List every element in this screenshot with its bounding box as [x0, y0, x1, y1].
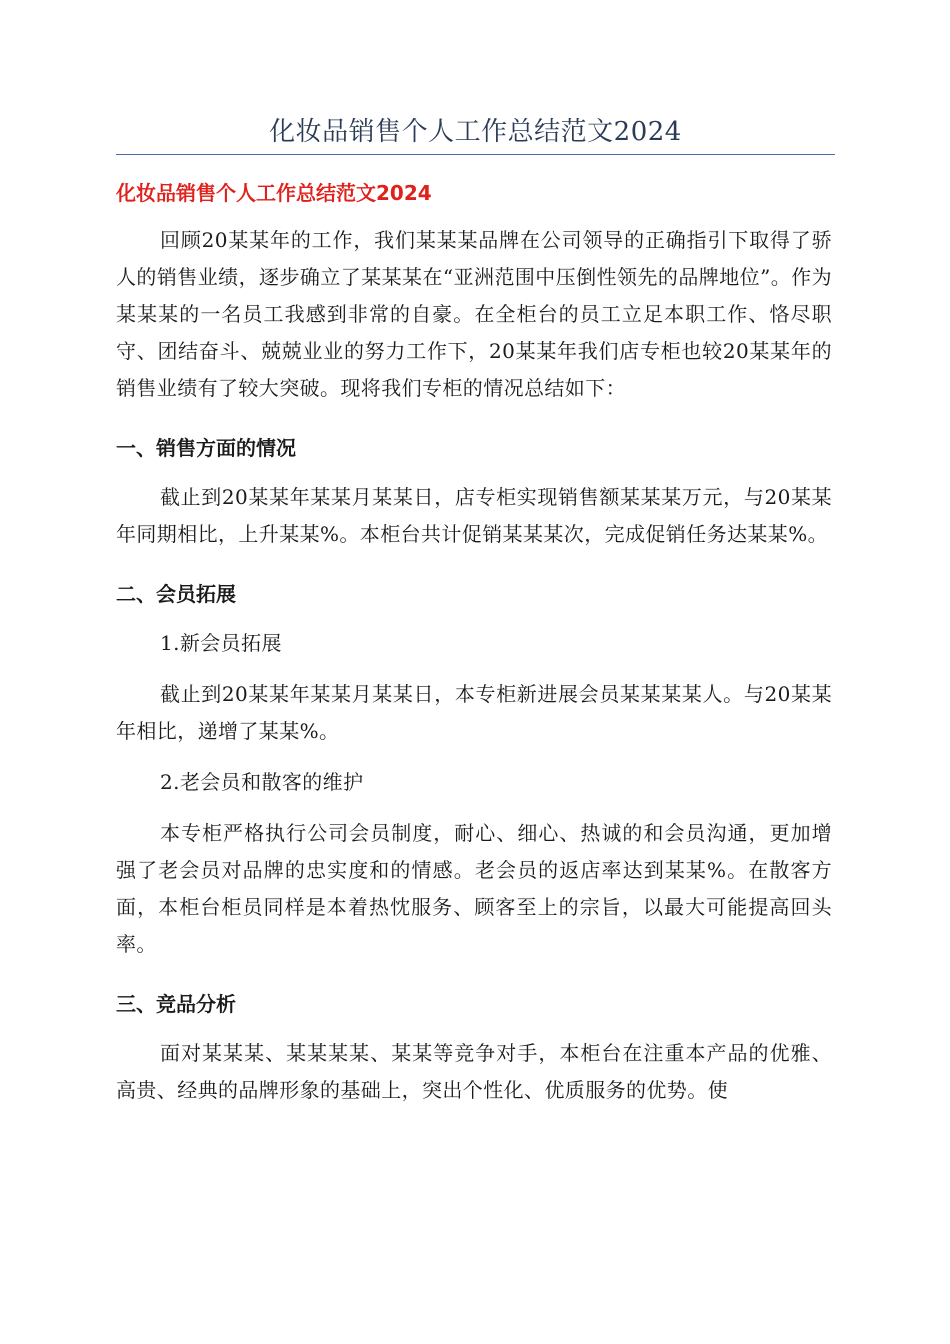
sales-paragraph: 截止到20某某年某某月某某日，店专柜实现销售额某某某万元，与20某某年同期相比，上升某某%。本柜台共计促销某某某次，完成促销任务达某某%。: [116, 485, 832, 546]
new-members-paragraph: 截止到20某某年某某月某某日，本专柜新进展会员某某某某人。与20某某年相比，递增了某某%。: [116, 682, 832, 743]
section-heading-sales: 一、销售方面的情况: [116, 436, 296, 460]
subheading-new-members: 1.新会员拓展: [160, 631, 282, 655]
old-members-paragraph: 本专柜严格执行公司会员制度，耐心、细心、热诚的和会员沟通，更加增强了老会员对品牌的忠实度和的情感。老会员的返店率达到某某%。在散客方面，本柜台柜员同样是本着热忱服务、顾客至上的宗旨，以最大可能提高回头率。: [116, 821, 832, 956]
subheading-old-members: 2.老会员和散客的维护: [160, 770, 364, 794]
document-body: [116, 178, 832, 1109]
document-title: 化妆品销售个人工作总结范文2024: [116, 181, 432, 205]
section-heading-competition: 三、竞品分析: [116, 992, 236, 1016]
section-heading-members: 二、会员拓展: [116, 582, 236, 606]
intro-paragraph: 回顾20某某年的工作，我们某某某品牌在公司领导的正确指引下取得了骄人的销售业绩，逐步确立了某某某在“亚洲范围中压倒性领先的品牌地位”。作为某某某的一名员工我感到非常的自豪。在全柜台的员工立足本职工作、恪尽职守、团结奋斗、兢兢业业的努力工作下，20某某年我们店专柜也较20某某年的销售业绩有了较大突破。现将我们专柜的情况总结如下：: [116, 228, 832, 400]
competition-paragraph: 面对某某某、某某某某、某某等竞争对手，本柜台在注重本产品的优雅、高贵、经典的品牌形象的基础上，突出个性化、优质服务的优势。使: [116, 1041, 832, 1102]
page-header-title: 化妆品销售个人工作总结范文2024: [269, 117, 682, 147]
header-divider: [116, 154, 835, 155]
